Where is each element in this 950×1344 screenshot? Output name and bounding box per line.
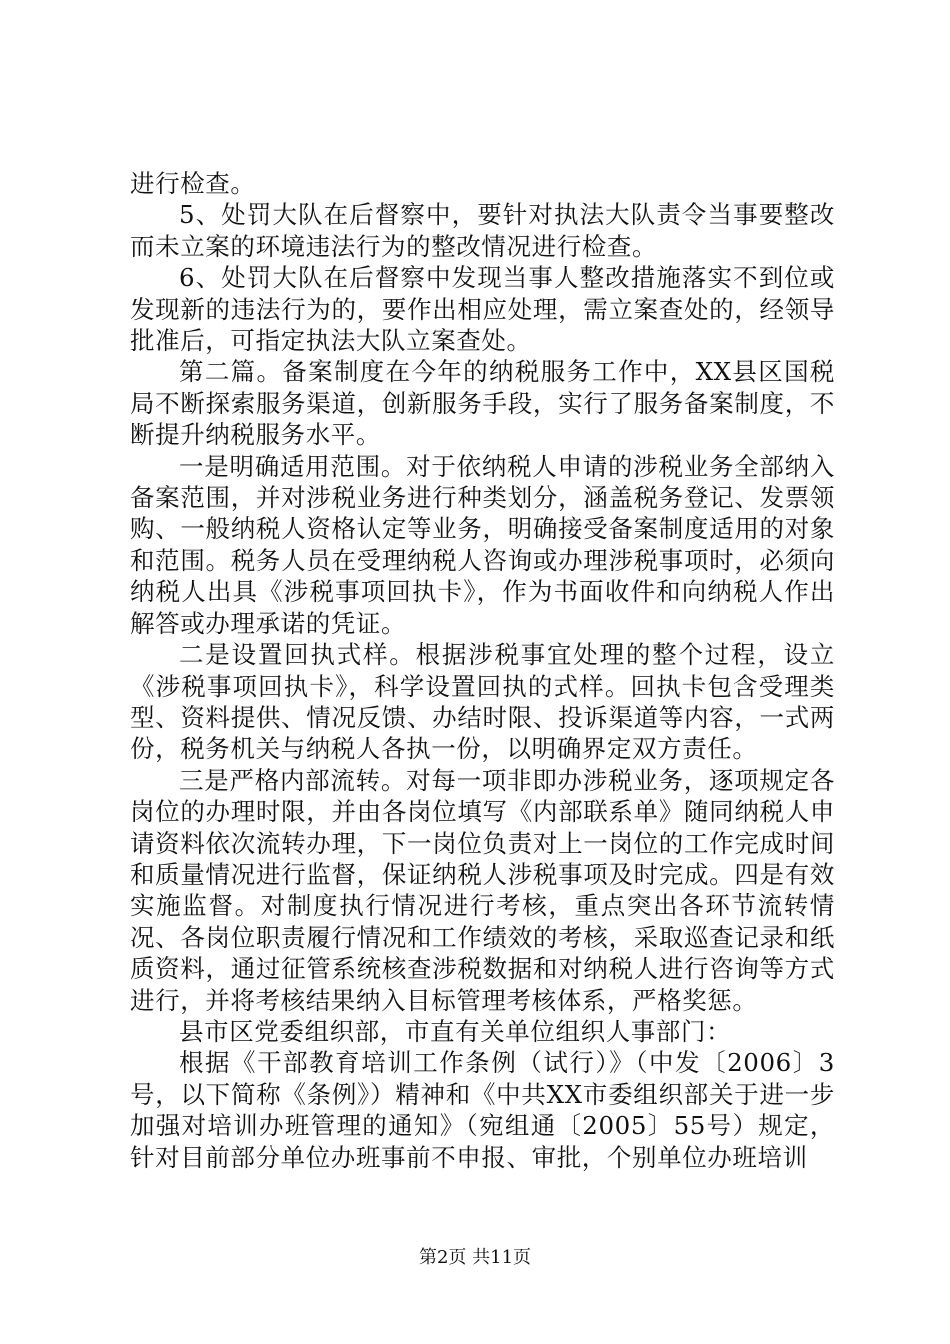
page-number-footer: 第2页 共11页 — [418, 1247, 532, 1268]
paragraph-point-one: 一是明确适用范围。对于依纳税人申请的涉税业务全部纳入备案范围，并对涉税业务进行种类划分，涵盖税务登记、发票领购、一般纳税人资格认定等业务，明确接受备案制度适用的对象和范围。税务人员在受理纳税人咨询或办理涉税事项时，必须向纳税人出具《涉税事项回执卡》，作为书面收件和向纳税人作出解答或办理承诺的凭证。 — [130, 451, 835, 638]
paragraph-continuation: 进行检查。 — [130, 169, 256, 198]
paragraph-salutation: 县市区党委组织部，市直有关单位组织人事部门： — [179, 1016, 732, 1046]
paragraph-point-three-four: 三是严格内部流转。对每一项非即办涉税业务，逐项规定各岗位的办理时限，并由各岗位填写《内部联系单》随同纳税人申请资料依次流转办理，下一岗位负责对上一岗位的工作完成时间和质量情况进行监督，保证纳税人涉税事项及时完成。四是有效实施监督。对制度执行情况进行考核，重点突出各环节流转情况、各岗位职责履行情况和工作绩效的考核，采取巡查记录和纸质资料，通过征管系统核查涉税数据和对纳税人进行咨询等方式进行，并将考核结果纳入目标管理考核体系，严格奖惩。 — [130, 765, 835, 1015]
paragraph-item-5: 5、处罚大队在后督察中，要针对执法大队责令当事要整改而未立案的环境违法行为的整改情况进行检查。 — [130, 200, 835, 261]
paragraph-section-two: 第二篇。备案制度在今年的纳税服务工作中，XX县区国税局不断探索服务渠道，创新服务手段，实行了服务备案制度，不断提升纳税服务水平。 — [130, 357, 835, 450]
paragraph-item-6: 6、处罚大队在后督察中发现当事人整改措施落实不到位或发现新的违法行为的，要作出相应处理，需立案查处的，经领导批准后，可指定执法大队立案查处。 — [130, 263, 835, 356]
paragraph-notice-body: 根据《干部教育培训工作条例（试行）》（中发〔2006〕3号，以下简称《条例》）精神和《中共XX市委组织部关于进一步加强对培训办班管理的通知》（宛组通〔2005〕55号）规定，针对目前部分单位办班事前不申报、审批，个别单位办班培训 — [130, 1048, 835, 1172]
document-body — [130, 168, 835, 1173]
paragraph-point-two: 二是设置回执式样。根据涉税事宜处理的整个过程，设立《涉税事项回执卡》，科学设置回执的式样。回执卡包含受理类型、资料提供、情况反馈、办结时限、投诉渠道等内容，一式两份，税务机关与纳税人各执一份，以明确界定双方责任。 — [130, 640, 835, 764]
